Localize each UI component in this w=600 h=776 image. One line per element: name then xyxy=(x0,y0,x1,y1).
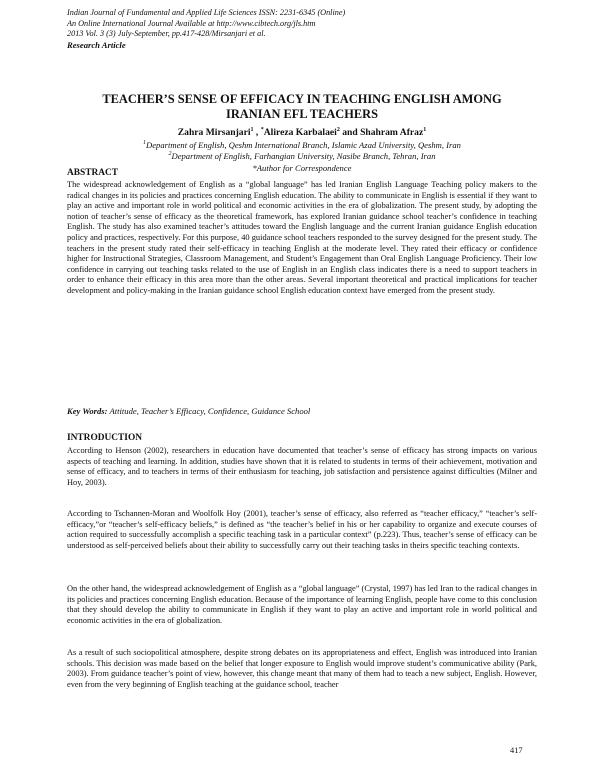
intro-paragraph-3: On the other hand, the widespread acknowledgement of English as a “global language” (Crystal, 1997) has led Iran to the radical changes in its policies and practices concerning English education. Because of the importance of learning English, people have come to this conclusion that they should develop the ability to communicate in English if they want to play an active and important role in world political and economic activities in the era of globalization. xyxy=(67,584,537,625)
article-type: Research Article xyxy=(67,39,126,50)
online-line: An Online International Journal Available at http://www.cibtech.org/jls.htm xyxy=(67,18,316,28)
author-1-affil: 1 xyxy=(250,126,254,133)
author-1: Zahra Mirsanjari xyxy=(177,127,251,138)
author-sep-1: , xyxy=(253,127,261,138)
volume-line: 2013 Vol. 3 (3) July-September, pp.417-428/Mirsanjari et al. xyxy=(67,29,266,39)
title-line-2: IRANIAN EFL TEACHERS xyxy=(226,107,378,121)
keywords-text: Attitude, Teacher’s Efficacy, Confidence, Guidance School xyxy=(107,406,311,416)
affiliation-2-text: Department of English, Farhangian University, Nasibe Branch, Tehran, Iran xyxy=(171,151,436,162)
paper-title xyxy=(67,92,537,122)
journal-line: Indian Journal of Fundamental and Applied Life Sciences ISSN: 2231-6345 (Online) xyxy=(67,8,346,17)
author-2-affil: 2 xyxy=(336,126,340,133)
author-2: Alireza Karbalaei xyxy=(263,127,337,138)
affiliation-1-text: Department of English, Qeshm International Branch, Islamic Azad University, Qeshm, Iran xyxy=(146,140,461,150)
affiliation-1-mark: 1 xyxy=(143,140,147,147)
keywords-label: Key Words: xyxy=(67,406,108,416)
page-number: 417 xyxy=(510,746,523,755)
introduction-heading: INTRODUCTION xyxy=(67,433,143,443)
abstract-heading: ABSTRACT xyxy=(67,168,119,178)
affiliation-1 xyxy=(67,140,537,151)
author-list xyxy=(67,127,537,139)
author-3-affil: 1 xyxy=(423,126,427,133)
intro-paragraph-4: As a result of such sociopolitical atmosphere, despite strong debates on its appropriateness and effect, English was introduced into Iranian schools. This decision was made based on the belief that longer exposure to English would improve student’s communicative ability (Park, 2003). From guidance teacher’s point of view, however, this change meant that many of them had to teach a new subject, English. However, even from the very beginning of English teaching at the guidance school, teacher xyxy=(67,648,537,689)
author-3: Shahram Afraz xyxy=(360,127,424,138)
intro-paragraph-2: According to Tschannen-Moran and Woolfolk Hoy (2001), teacher’s sense of efficacy, also referred as “teacher efficacy,” “teacher’s self-efficacy,”or “teacher’s self-efficacy beliefs,” is defined as “the teacher’s belief in his or her capability to organize and execute courses of action required to successfully accomplish a specific teaching task in a particular context” (p.223). Thus, teacher’s sense of efficacy can be understood as self-perceived beliefs about their ability to successfully carry out their teaching tasks in theirs specific teaching contexts. xyxy=(67,509,537,550)
correspondence-note: *Author for Correspondence xyxy=(252,162,352,173)
journal-header xyxy=(67,8,537,50)
affiliation-2 xyxy=(67,151,537,162)
intro-paragraph-1: According to Henson (2002), researchers in education have documented that teacher’s sense of efficacy has strong impacts on various aspects of teaching and learning. In addition, studies have shown that it is related to students in terms of their achievement, motivation and sense of efficacy, and to teachers in terms of their enthusiasm for teaching, job satisfaction and persistence against difficulties (Milner and Hoy, 2003). xyxy=(67,446,537,487)
abstract-text: The widespread acknowledgement of English as a “global language” has led Iranian English Language Teaching policy makers to the radical changes in its policies and practices concerning English education. The ability to communicate in English is essential if they want to play an active and important role in world political and economic activities in the era of globalization. The present study, by adopting the notion of teacher’s sense of efficacy as the theoretical framework, has explored Iranian guidance school teacher’s confidence in teaching English. The study has also examined teacher’s attitudes toward the English language and the current Iranian guidance English education policy and practices, respectively. For this purpose, 40 guidance school teachers responded to the survey designed for the present study. The teachers in the present study rated their self-efficacy in teaching English at the moderate level. They rated their efficacy or confidence higher for Instructional Strategies, Classroom Management, and Student’s Engagement than Oral English Language Proficiency. Their low confidence in carrying out teaching tasks related to the use of English in an English class indicates there is a need to support teachers in order to enhance their efficacy in this area more than the other areas. Several important theoretical and practical implications for teacher development and policy-making in the Iranian guidance school English education context have emerged from the present study. xyxy=(67,180,537,295)
corresponding-mark: * xyxy=(260,126,264,133)
affiliation-2-mark: 2 xyxy=(168,151,172,158)
author-sep-2: and xyxy=(339,127,361,138)
title-line-1: TEACHER’S SENSE OF EFFICACY IN TEACHING ENGLISH AMONG xyxy=(102,92,502,106)
keywords xyxy=(67,406,537,417)
